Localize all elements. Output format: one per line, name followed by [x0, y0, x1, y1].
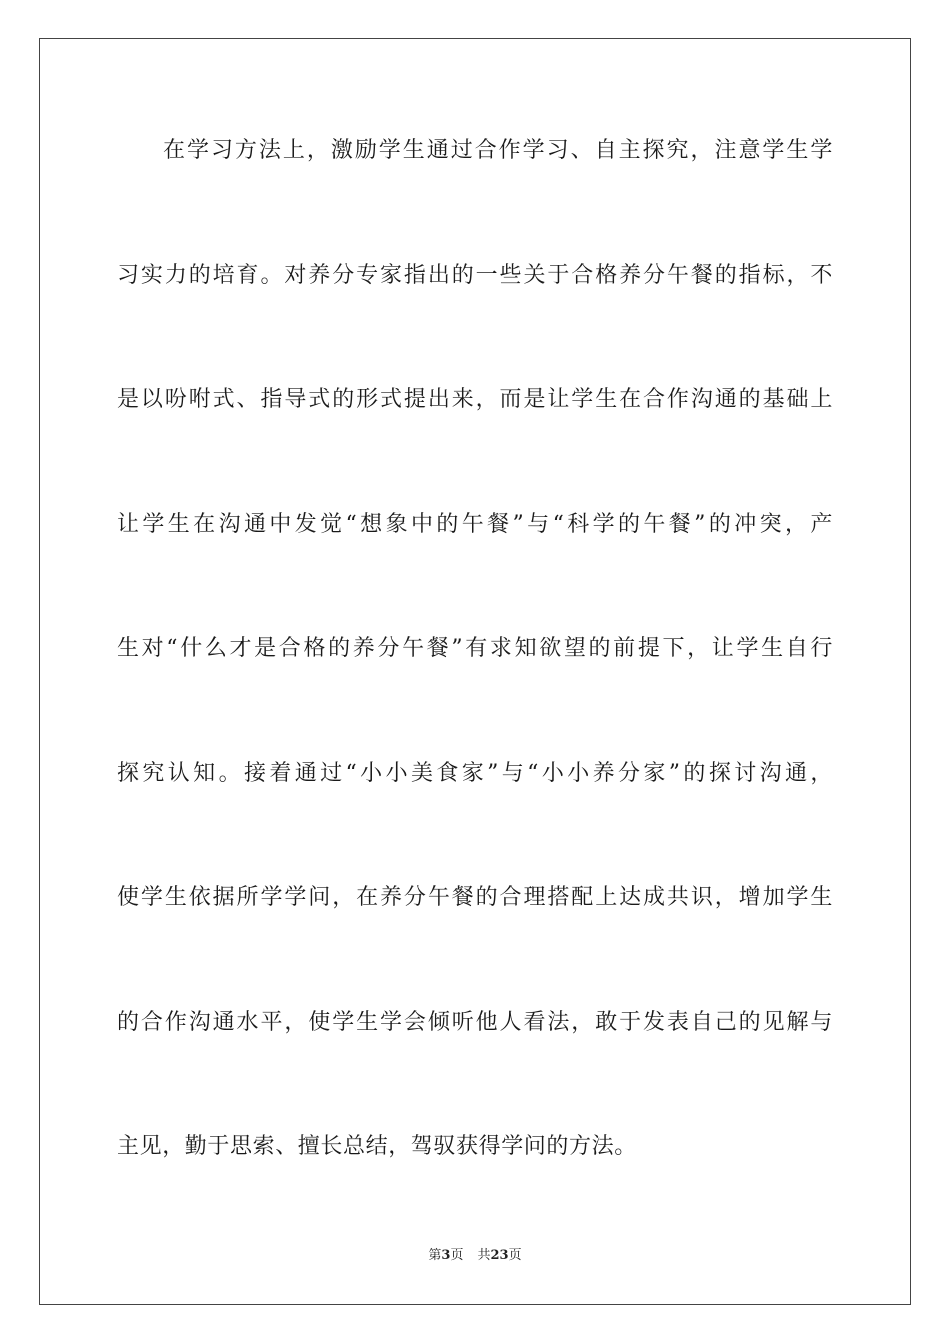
page-frame [39, 38, 911, 1305]
total-suffix: 页 [508, 1248, 522, 1263]
paragraph-line-4: 让学生在沟通中发觉“想象中的午餐”与“科学的午餐”的冲突，产 [117, 512, 833, 537]
paragraph-line-9: 主见，勤于思索、擅长总结，驾驭获得学问的方法。 [117, 1134, 637, 1159]
paragraph-line-1: 在学习方法上，激励学生通过合作学习、自主探究，注意学生学 [163, 138, 833, 163]
paragraph-line-6: 探究认知。接着通过“小小美食家”与“小小养分家”的探讨沟通， [117, 761, 833, 786]
paragraph-line-7: 使学生依据所学学问，在养分午餐的合理搭配上达成共识，增加学生 [117, 885, 833, 910]
paragraph-line-3: 是以吩咐式、指导式的形式提出来，而是让学生在合作沟通的基础上 [117, 387, 833, 412]
page-prefix: 第 [428, 1248, 442, 1263]
current-page-number: 3 [441, 1248, 451, 1263]
page-suffix: 页 [450, 1248, 464, 1263]
paragraph-line-8: 的合作沟通水平，使学生学会倾听他人看法，敢于发表自己的见解与 [117, 1010, 833, 1035]
paragraph-line-2: 习实力的培育。对养分专家指出的一些关于合格养分午餐的指标，不 [117, 263, 833, 288]
total-prefix: 共 [477, 1248, 491, 1263]
page-footer [0, 1248, 950, 1264]
paragraph-line-5: 生对“什么才是合格的养分午餐”有求知欲望的前提下，让学生自行 [117, 636, 833, 661]
total-page-count: 23 [490, 1248, 509, 1263]
